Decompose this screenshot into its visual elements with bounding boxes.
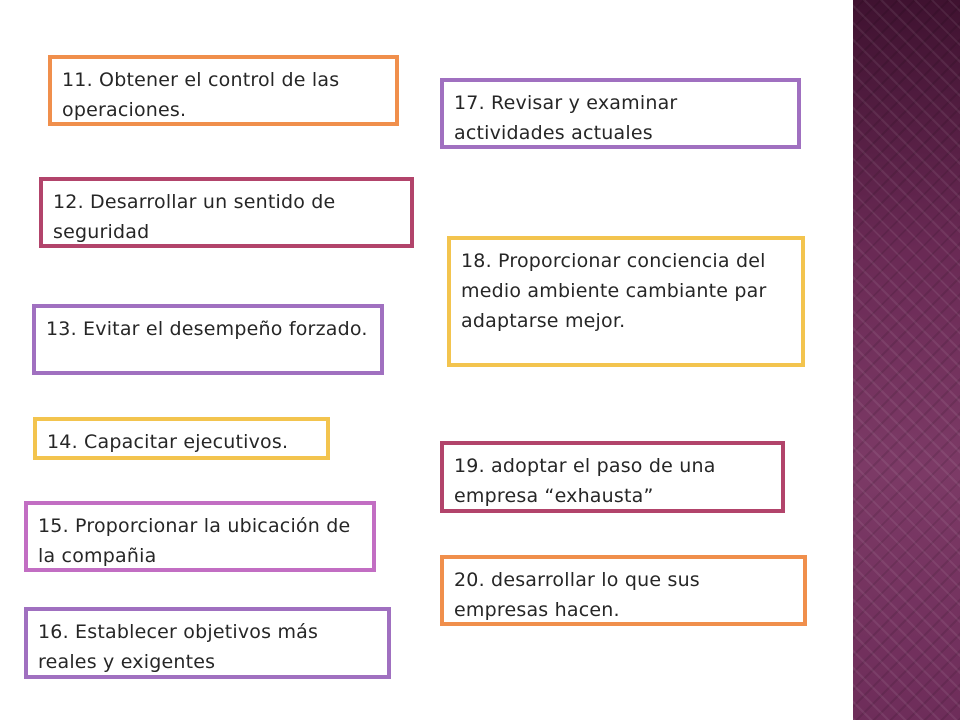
- text-box-11: 11. Obtener el control de las operaciones.: [48, 55, 399, 126]
- text-box-19: 19. adoptar el paso de una empresa “exhausta”: [440, 441, 785, 513]
- text-box-13: 13. Evitar el desempeño forzado.: [32, 304, 384, 375]
- text-box-17: 17. Revisar y examinar actividades actuales: [440, 78, 801, 149]
- text-box-14: 14. Capacitar ejecutivos.: [33, 417, 330, 460]
- decorative-side-panel: [853, 0, 960, 720]
- text-box-12: 12. Desarrollar un sentido de seguridad: [39, 177, 414, 248]
- text-box-20: 20. desarrollar lo que sus empresas hacen.: [440, 555, 807, 626]
- text-box-15: 15. Proporcionar la ubicación de la compañia: [24, 501, 376, 572]
- text-box-16: 16. Establecer objetivos más reales y exigentes: [24, 607, 391, 679]
- text-box-18: 18. Proporcionar conciencia del medio ambiente cambiante par adaptarse mejor.: [447, 236, 805, 367]
